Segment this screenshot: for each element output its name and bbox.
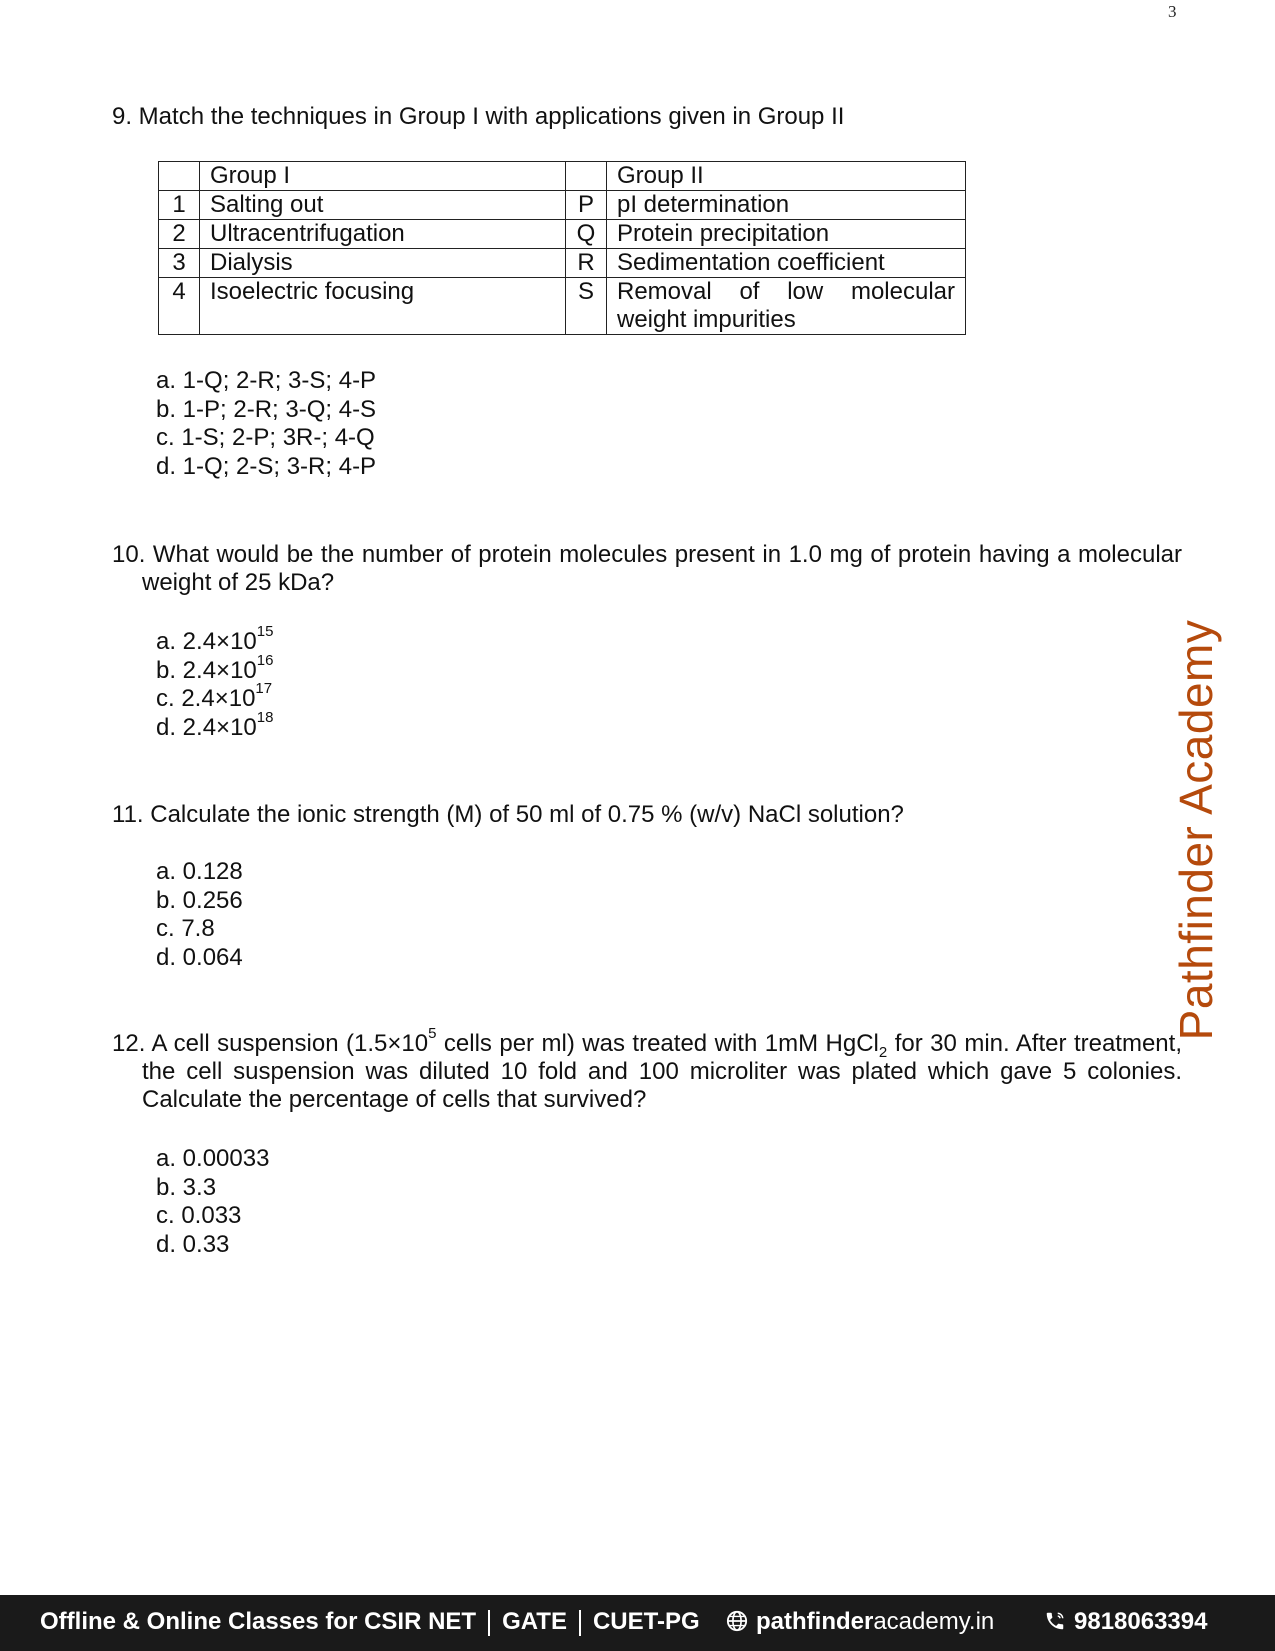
option-a [156, 623, 274, 657]
question-10-options [156, 623, 274, 742]
technique-cell: Isoelectric focusing [200, 278, 566, 335]
table-header-row [159, 162, 966, 191]
question-11-text: 11. Calculate the ionic strength (M) of 50 ml of 0.75 % (w/v) NaCl solution? [112, 801, 904, 828]
application-cell: pI determination [607, 191, 966, 220]
group1-header: Group I [200, 162, 566, 191]
option-label: b. 2.4×10 [156, 656, 257, 684]
option-exponent: 15 [256, 623, 274, 640]
row-letter: P [566, 191, 607, 220]
technique-cell: Ultracentrifugation [200, 220, 566, 249]
divider [488, 1610, 490, 1636]
option-c [156, 680, 273, 714]
footer-banner [0, 1595, 1275, 1651]
row-letter: R [566, 249, 607, 278]
table-row [159, 191, 966, 220]
option-exponent: 18 [256, 708, 274, 726]
option-c: c. 1-S; 2-P; 3R-; 4-Q [156, 424, 375, 451]
row-number: 1 [159, 191, 200, 220]
phone-icon [1044, 1610, 1066, 1632]
row-number: 2 [159, 220, 200, 249]
application-cell: Protein precipitation [607, 220, 966, 249]
footer-website[interactable]: pathfinderacademy.in [726, 1608, 994, 1636]
question-11 [112, 801, 1182, 829]
option-a: a. 1-Q; 2-R; 3-S; 4-P [156, 367, 377, 394]
footer-phone[interactable]: 9818063394 [1044, 1608, 1207, 1636]
match-table [158, 161, 966, 335]
question-10 [112, 541, 1182, 597]
option-label: c. 2.4×10 [156, 685, 256, 712]
table-cell [566, 162, 607, 191]
row-letter: Q [566, 220, 607, 249]
globe-icon [726, 1610, 748, 1632]
question-12-text: 12. A cell suspension ($1.5\times 10^5$ cells per ml) was treated with 1mM HgCl$_2$ for 30 min. After treatment, the cell suspension was diluted 10 fold and 100 microliter was plated which gave 5 colonies. Calculate the percentage of cells that survived? [112, 1025, 1182, 1113]
question-10-text: 10. What would be the number of protein molecules present in 1.0 mg of protein having a molecular weight of 25 kDa? [112, 541, 1182, 596]
option-b: b. 1-P; 2-R; 3-Q; 4-S [156, 395, 377, 423]
option-d: d. 0.33 [156, 1230, 230, 1258]
question-11-options [156, 858, 243, 972]
option-c: c. 7.8 [156, 915, 215, 942]
page-number: 3 [1168, 2, 1177, 21]
question-9-options [156, 367, 376, 481]
option-label: a. 2.4×10 [156, 628, 257, 655]
watermark: Pathfinder Academy [1170, 619, 1222, 1041]
option-a: a. 0.128 [156, 858, 243, 885]
option-b: b. 0.256 [156, 886, 243, 914]
divider [579, 1610, 581, 1636]
table-row [159, 278, 966, 335]
option-a: a. 0.00033 [156, 1145, 270, 1172]
question-9-text: 9. Match the techniques in Group I with applications given in Group II [112, 103, 845, 130]
option-exponent: 17 [255, 680, 273, 697]
question-12 [112, 1025, 1182, 1114]
option-d: d. 0.064 [156, 943, 243, 971]
table-row [159, 220, 966, 249]
option-d [156, 708, 274, 743]
option-c: c. 0.033 [156, 1202, 242, 1229]
option-d: d. 1-Q; 2-S; 3-R; 4-P [156, 452, 377, 480]
footer-classes: Offline & Online Classes for CSIR NET GATE CUET-PG [40, 1608, 700, 1635]
technique-cell: Dialysis [200, 249, 566, 278]
table-cell [159, 162, 200, 191]
option-b: b. 3.3 [156, 1173, 217, 1201]
row-letter: S [566, 278, 607, 335]
option-exponent: 16 [256, 651, 274, 669]
option-label: d. 2.4×10 [156, 713, 257, 741]
group2-header: Group II [607, 162, 966, 191]
row-number: 4 [159, 278, 200, 335]
table-row [159, 249, 966, 278]
row-number: 3 [159, 249, 200, 278]
application-cell: Sedimentation coefficient [607, 249, 966, 278]
question-9 [112, 103, 1182, 131]
question-12-options [156, 1145, 269, 1259]
application-cell: Removal of low molecular weight impurities [607, 278, 966, 335]
technique-cell: Salting out [200, 191, 566, 220]
